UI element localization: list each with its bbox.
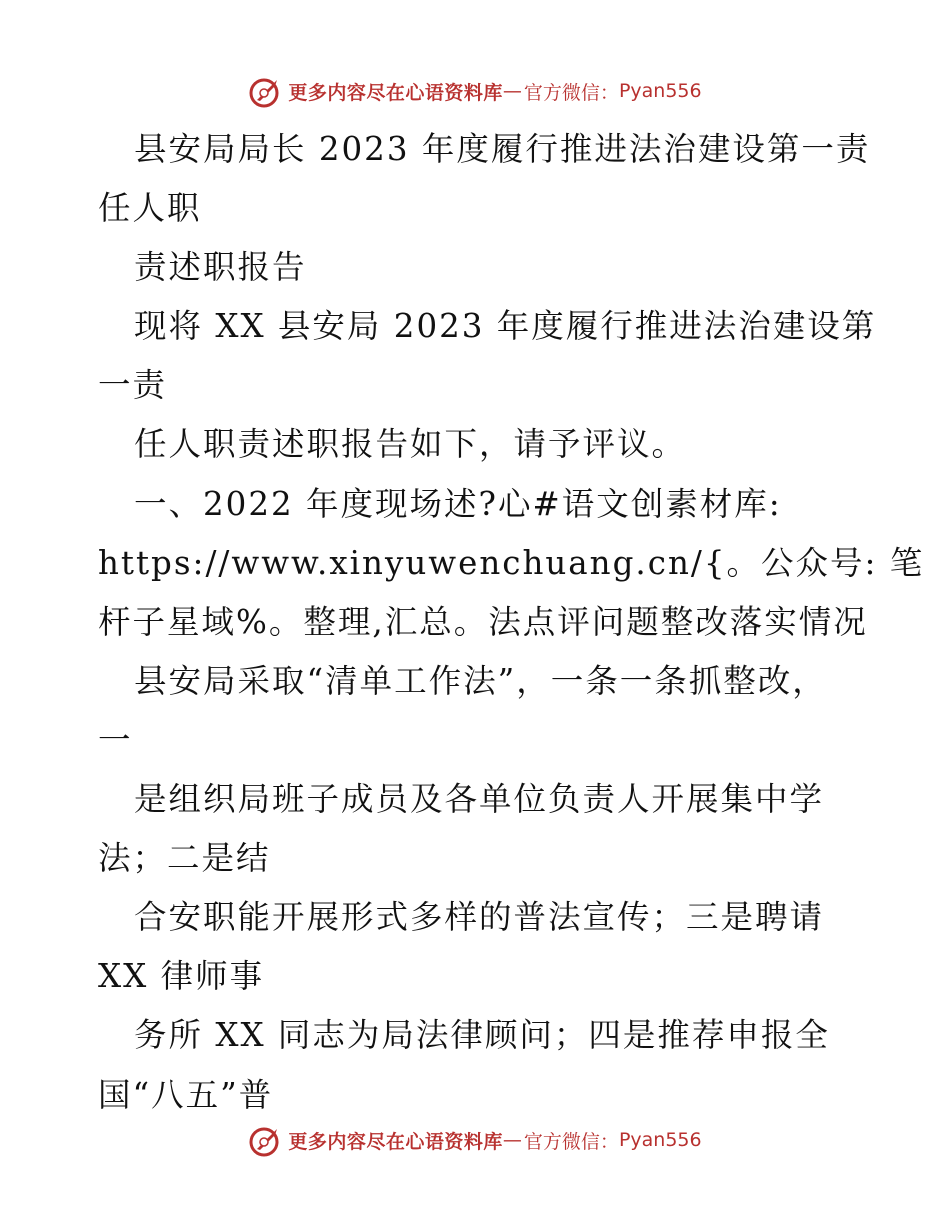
text-line: 任人职责述职报告如下，请予评议。 bbox=[134, 425, 687, 464]
footer-separator: — bbox=[502, 1129, 522, 1151]
text-line: 国“八五”普 bbox=[98, 1075, 274, 1114]
footer-wechat-id: Pyan556 bbox=[618, 1129, 702, 1151]
footer-wechat-label: 官方微信： bbox=[523, 1130, 619, 1153]
text-line: 法；二是结 bbox=[98, 839, 271, 878]
header-wechat-label: 官方微信： bbox=[523, 81, 619, 104]
footer-site-text: 更多内容尽在心语资料库 bbox=[288, 1130, 503, 1153]
text-line: 县安局采取“清单工作法”，一条一条抓整改， bbox=[134, 661, 827, 700]
document-body bbox=[98, 120, 925, 1125]
footer-banner bbox=[0, 1120, 950, 1160]
text-line: 一、2022 年度现场述?心#语文创素材库: bbox=[134, 484, 782, 523]
text-line: 县安局局长 2023 年度履行推进法治建设第一责 bbox=[134, 130, 871, 168]
text-line: https://www.xinyuwenchuang.cn/{。公众号: 笔 bbox=[98, 543, 925, 582]
header-site-text: 更多内容尽在心语资料库 bbox=[288, 81, 503, 104]
header-banner bbox=[0, 71, 950, 111]
text-line: 杆子星域%。整理,汇总。法点评问题整改落实情况 bbox=[98, 602, 868, 641]
pen-logo-icon bbox=[248, 1124, 282, 1158]
header-wechat-id: Pyan556 bbox=[618, 80, 702, 102]
text-line: 是组织局班子成员及各单位负责人开展集中学 bbox=[134, 780, 825, 819]
pen-logo-icon bbox=[248, 75, 282, 109]
header-separator: — bbox=[502, 80, 522, 102]
text-line: 一责 bbox=[98, 366, 168, 405]
text-line: 一 bbox=[98, 720, 133, 759]
text-line: 合安职能开展形式多样的普法宣传；三是聘请 bbox=[134, 898, 825, 937]
text-line: 现将 XX 县安局 2023 年度履行推进法治建设第 bbox=[134, 307, 877, 346]
text-line: XX 律师事 bbox=[98, 957, 265, 996]
text-line: 责述职报告 bbox=[134, 248, 307, 287]
text-line: 任人职 bbox=[98, 189, 202, 228]
text-line: 务所 XX 同志为局法律顾问；四是推荐申报全 bbox=[134, 1016, 830, 1055]
